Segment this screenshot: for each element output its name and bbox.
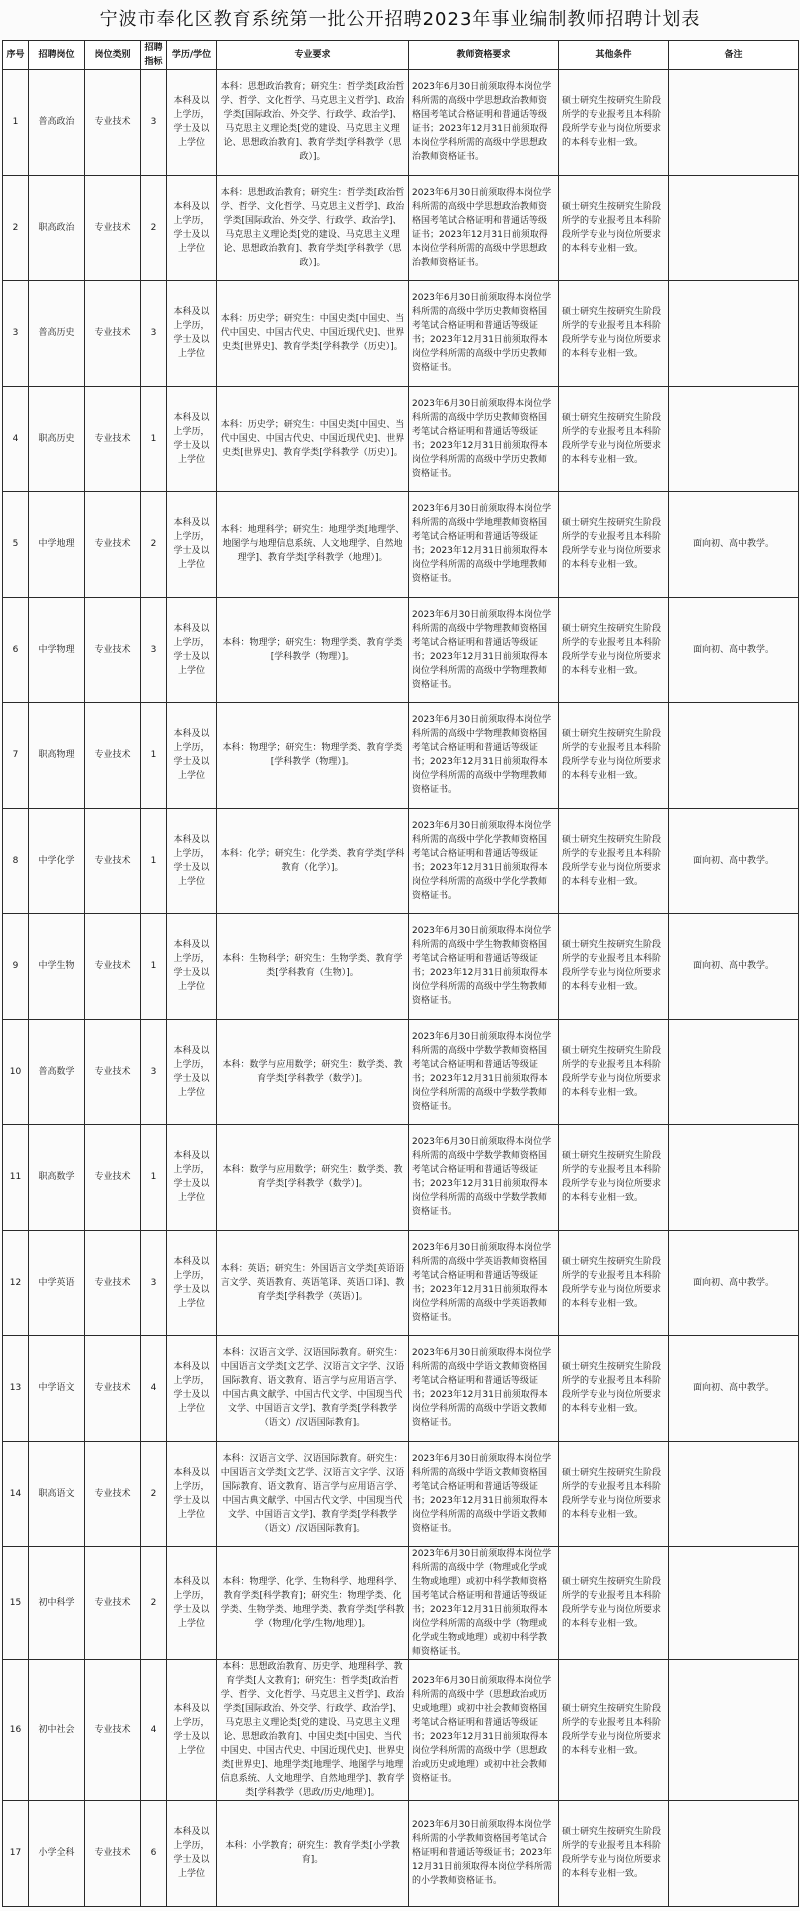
other-conditions-cell: 硕士研究生按研究生阶段所学的专业报考且本科阶段所学专业与岗位所要求的本科专业相一致。 [559, 1660, 669, 1801]
major-requirement-cell: 本科：小学教育；研究生：教育学类[小学教育]。 [217, 1801, 409, 1907]
education-cell: 本科及以上学历，学士及以上学位 [167, 1019, 217, 1125]
other-conditions-cell: 硕士研究生按研究生阶段所学的专业报考且本科阶段所学专业与岗位所要求的本科专业相一致。 [559, 1801, 669, 1907]
recruitment-plan-table [2, 40, 799, 1907]
table-row [3, 1547, 799, 1660]
education-cell: 本科及以上学历，学士及以上学位 [167, 1547, 217, 1660]
note-cell [669, 1125, 799, 1231]
other-conditions-cell: 硕士研究生按研究生阶段所学的专业报考且本科阶段所学专业与岗位所要求的本科专业相一致。 [559, 914, 669, 1020]
other-conditions-cell: 硕士研究生按研究生阶段所学的专业报考且本科阶段所学专业与岗位所要求的本科专业相一致。 [559, 1230, 669, 1336]
table-row [3, 1801, 799, 1907]
quota-cell: 4 [141, 1336, 167, 1442]
table-row [3, 703, 799, 809]
quota-cell: 3 [141, 1019, 167, 1125]
row-number-cell: 3 [3, 281, 29, 387]
education-cell: 本科及以上学历，学士及以上学位 [167, 1125, 217, 1231]
certificate-requirement-cell: 2023年6月30日前须取得本岗位学科所需的高级中学思想政治教师资格国考笔试合格证明和普通话等级证书；2023年12月31日前须取得本岗位学科所需的高级中学思想政治教师资格证书。 [409, 70, 559, 176]
note-cell: 面向初、高中教学。 [669, 808, 799, 914]
category-cell: 专业技术 [85, 808, 141, 914]
table-row [3, 597, 799, 703]
other-conditions-cell: 硕士研究生按研究生阶段所学的专业报考且本科阶段所学专业与岗位所要求的本科专业相一致。 [559, 1125, 669, 1231]
education-cell: 本科及以上学历，学士及以上学位 [167, 1441, 217, 1547]
education-cell: 本科及以上学历，学士及以上学位 [167, 1336, 217, 1442]
header-cell-no: 序号 [3, 41, 29, 70]
row-number-cell: 8 [3, 808, 29, 914]
row-number-cell: 1 [3, 70, 29, 176]
table-row [3, 1660, 799, 1801]
post-cell: 中学语文 [29, 1336, 85, 1442]
certificate-requirement-cell: 2023年6月30日前须取得本岗位学科所需的高级中学（思想政治或历史或地理）或初中社会教师资格国考笔试合格证明和普通话等级证书；2023年12月31日前须取得本岗位学科所需的高级中学（思想政治或历史或地理）或初中社会教师资格证书。 [409, 1660, 559, 1801]
quota-cell: 1 [141, 703, 167, 809]
certificate-requirement-cell: 2023年6月30日前须取得本岗位学科所需的高级中学物理教师资格国考笔试合格证明和普通话等级证书；2023年12月31日前须取得本岗位学科所需的高级中学物理教师资格证书。 [409, 703, 559, 809]
row-number-cell: 13 [3, 1336, 29, 1442]
other-conditions-cell: 硕士研究生按研究生阶段所学的专业报考且本科阶段所学专业与岗位所要求的本科专业相一致。 [559, 808, 669, 914]
post-cell: 初中科学 [29, 1547, 85, 1660]
education-cell: 本科及以上学历，学士及以上学位 [167, 703, 217, 809]
category-cell: 专业技术 [85, 1019, 141, 1125]
major-requirement-cell: 本科：汉语言文学、汉语国际教育。研究生：中国语言文学类[文艺学、汉语言文字学、汉语国际教育、语文教育、语言学与应用语言学、中国古典文献学、中国古代文学、中国现当代文学、中国语言文学]、教育学类[学科教学（语文）/汉语国际教育]。 [217, 1441, 409, 1547]
post-cell: 中学化学 [29, 808, 85, 914]
header-cell-category: 岗位类别 [85, 41, 141, 70]
post-cell: 中学物理 [29, 597, 85, 703]
table-row [3, 914, 799, 1020]
other-conditions-cell: 硕士研究生按研究生阶段所学的专业报考且本科阶段所学专业与岗位所要求的本科专业相一致。 [559, 281, 669, 387]
post-cell: 普高数学 [29, 1019, 85, 1125]
header-cell-certificate: 教师资格要求 [409, 41, 559, 70]
note-cell: 面向初、高中教学。 [669, 1336, 799, 1442]
major-requirement-cell: 本科：汉语言文学、汉语国际教育。研究生：中国语言文学类[文艺学、汉语言文字学、汉语国际教育、语文教育、语言学与应用语言学、中国古典文献学、中国古代文学、中国现当代文学、中国语言文学]、教育学类[学科教学（语文）/汉语国际教育]。 [217, 1336, 409, 1442]
table-header [3, 41, 799, 70]
quota-cell: 3 [141, 70, 167, 176]
category-cell: 专业技术 [85, 703, 141, 809]
education-cell: 本科及以上学历，学士及以上学位 [167, 70, 217, 176]
category-cell: 专业技术 [85, 1547, 141, 1660]
category-cell: 专业技术 [85, 1441, 141, 1547]
quota-cell: 2 [141, 1547, 167, 1660]
certificate-requirement-cell: 2023年6月30日前须取得本岗位学科所需的高级中学生物教师资格国考笔试合格证明和普通话等级证书；2023年12月31日前须取得本岗位学科所需的高级中学生物教师资格证书。 [409, 914, 559, 1020]
header-cell-education: 学历/学位 [167, 41, 217, 70]
note-cell [669, 1441, 799, 1547]
other-conditions-cell: 硕士研究生按研究生阶段所学的专业报考且本科阶段所学专业与岗位所要求的本科专业相一致。 [559, 386, 669, 492]
major-requirement-cell: 本科：历史学；研究生：中国史类[中国史、当代中国史、中国古代史、中国近现代史]、世界史类[世界史]、教育学类[学科教学（历史）]。 [217, 281, 409, 387]
post-cell: 普高政治 [29, 70, 85, 176]
major-requirement-cell: 本科：历史学；研究生：中国史类[中国史、当代中国史、中国古代史、中国近现代史]、世界史类[世界史]、教育学类[学科教学（历史）]。 [217, 386, 409, 492]
table-row [3, 808, 799, 914]
post-cell: 中学英语 [29, 1230, 85, 1336]
education-cell: 本科及以上学历，学士及以上学位 [167, 1660, 217, 1801]
category-cell: 专业技术 [85, 281, 141, 387]
note-cell [669, 386, 799, 492]
post-cell: 职高政治 [29, 175, 85, 281]
row-number-cell: 4 [3, 386, 29, 492]
row-number-cell: 15 [3, 1547, 29, 1660]
table-row [3, 1336, 799, 1442]
note-cell: 面向初、高中教学。 [669, 492, 799, 598]
education-cell: 本科及以上学历，学士及以上学位 [167, 175, 217, 281]
certificate-requirement-cell: 2023年6月30日前须取得本岗位学科所需的高级中学语文教师资格国考笔试合格证明和普通话等级证书；2023年12月31日前须取得本岗位学科所需的高级中学语文教师资格证书。 [409, 1336, 559, 1442]
certificate-requirement-cell: 2023年6月30日前须取得本岗位学科所需的高级中学历史教师资格国考笔试合格证明和普通话等级证书；2023年12月31日前须取得本岗位学科所需的高级中学历史教师资格证书。 [409, 281, 559, 387]
major-requirement-cell: 本科：思想政治教育；研究生：哲学类[政治哲学、哲学、文化哲学、马克思主义哲学]、政治学类[国际政治、外交学、行政学、政治学]、马克思主义理论类[党的建设、马克思主义理论、思想政治教育]、教育学类[学科教学（思政）]。 [217, 175, 409, 281]
category-cell: 专业技术 [85, 1125, 141, 1231]
row-number-cell: 17 [3, 1801, 29, 1907]
quota-cell: 6 [141, 1801, 167, 1907]
education-cell: 本科及以上学历，学士及以上学位 [167, 1801, 217, 1907]
major-requirement-cell: 本科：物理学；研究生：物理学类、教育学类[学科教学（物理）]。 [217, 703, 409, 809]
table-row [3, 1019, 799, 1125]
table-row [3, 492, 799, 598]
major-requirement-cell: 本科：化学；研究生：化学类、教育学类[学科教育（化学）]。 [217, 808, 409, 914]
education-cell: 本科及以上学历，学士及以上学位 [167, 914, 217, 1020]
note-cell [669, 1660, 799, 1801]
certificate-requirement-cell: 2023年6月30日前须取得本岗位学科所需的高级中学数学教师资格国考笔试合格证明和普通话等级证书；2023年12月31日前须取得本岗位学科所需的高级中学数学教师资格证书。 [409, 1019, 559, 1125]
note-cell [669, 703, 799, 809]
category-cell: 专业技术 [85, 70, 141, 176]
other-conditions-cell: 硕士研究生按研究生阶段所学的专业报考且本科阶段所学专业与岗位所要求的本科专业相一致。 [559, 492, 669, 598]
major-requirement-cell: 本科：数学与应用数学；研究生：数学类、教育学类[学科教学（数学）]。 [217, 1019, 409, 1125]
education-cell: 本科及以上学历，学士及以上学位 [167, 1230, 217, 1336]
category-cell: 专业技术 [85, 597, 141, 703]
note-cell [669, 1547, 799, 1660]
education-cell: 本科及以上学历，学士及以上学位 [167, 386, 217, 492]
table-row [3, 175, 799, 281]
category-cell: 专业技术 [85, 1336, 141, 1442]
table-row [3, 1441, 799, 1547]
quota-cell: 2 [141, 1441, 167, 1547]
post-cell: 小学全科 [29, 1801, 85, 1907]
post-cell: 职高数学 [29, 1125, 85, 1231]
quota-cell: 2 [141, 175, 167, 281]
category-cell: 专业技术 [85, 1801, 141, 1907]
certificate-requirement-cell: 2023年6月30日前须取得本岗位学科所需的高级中学思想政治教师资格国考笔试合格证明和普通话等级证书；2023年12月31日前须取得本岗位学科所需的高级中学思想政治教师资格证书。 [409, 175, 559, 281]
note-cell [669, 70, 799, 176]
major-requirement-cell: 本科：地理科学；研究生：地理学类[地理学、地图学与地理信息系统、人文地理学、自然地理学]、教育学类[学科教学（地理）]。 [217, 492, 409, 598]
header-cell-post: 招聘岗位 [29, 41, 85, 70]
certificate-requirement-cell: 2023年6月30日前须取得本岗位学科所需的高级中学地理教师资格国考笔试合格证明和普通话等级证书；2023年12月31日前须取得本岗位学科所需的高级中学地理教师资格证书。 [409, 492, 559, 598]
row-number-cell: 12 [3, 1230, 29, 1336]
certificate-requirement-cell: 2023年6月30日前须取得本岗位学科所需的高级中学化学教师资格国考笔试合格证明和普通话等级证书；2023年12月31日前须取得本岗位学科所需的高级中学化学教师资格证书。 [409, 808, 559, 914]
row-number-cell: 9 [3, 914, 29, 1020]
other-conditions-cell: 硕士研究生按研究生阶段所学的专业报考且本科阶段所学专业与岗位所要求的本科专业相一致。 [559, 70, 669, 176]
quota-cell: 3 [141, 597, 167, 703]
quota-cell: 1 [141, 808, 167, 914]
note-cell [669, 175, 799, 281]
certificate-requirement-cell: 2023年6月30日前须取得本岗位学科所需的高级中学语文教师资格国考笔试合格证明和普通话等级证书；2023年12月31日前须取得本岗位学科所需的高级中学语文教师资格证书。 [409, 1441, 559, 1547]
certificate-requirement-cell: 2023年6月30日前须取得本岗位学科所需的高级中学物理教师资格国考笔试合格证明和普通话等级证书；2023年12月31日前须取得本岗位学科所需的高级中学物理教师资格证书。 [409, 597, 559, 703]
quota-cell: 1 [141, 1125, 167, 1231]
other-conditions-cell: 硕士研究生按研究生阶段所学的专业报考且本科阶段所学专业与岗位所要求的本科专业相一致。 [559, 1336, 669, 1442]
major-requirement-cell: 本科：物理学；研究生：物理学类、教育学类[学科教学（物理）]。 [217, 597, 409, 703]
category-cell: 专业技术 [85, 492, 141, 598]
row-number-cell: 7 [3, 703, 29, 809]
major-requirement-cell: 本科：思想政治教育、历史学、地理科学、教育学类[人文教育]；研究生：哲学类[政治哲学、哲学、文化哲学、马克思主义哲学]、政治学类[国际政治、外交学、行政学、政治学]、马克思主义理论类[党的建设、马克思主义理论、思想政治教育]、中国史类[中国史、当代中国史、中国古代史、中国近现代史]、世界史类[世界史]、地理学类[地理学、地图学与地理信息系统、人文地理学、自然地理学]、教育学类[学科教学（思政/历史/地理）]。 [217, 1660, 409, 1801]
quota-cell: 3 [141, 281, 167, 387]
education-cell: 本科及以上学历，学士及以上学位 [167, 492, 217, 598]
row-number-cell: 2 [3, 175, 29, 281]
table-body [3, 70, 799, 1907]
major-requirement-cell: 本科：数学与应用数学；研究生：数学类、教育学类[学科教学（数学）]。 [217, 1125, 409, 1231]
major-requirement-cell: 本科：思想政治教育；研究生：哲学类[政治哲学、哲学、文化哲学、马克思主义哲学]、政治学类[国际政治、外交学、行政学、政治学]、马克思主义理论类[党的建设、马克思主义理论、思想政治教育]、教育学类[学科教学（思政）]。 [217, 70, 409, 176]
note-cell [669, 1801, 799, 1907]
row-number-cell: 10 [3, 1019, 29, 1125]
quota-cell: 1 [141, 386, 167, 492]
note-cell [669, 1019, 799, 1125]
category-cell: 专业技术 [85, 175, 141, 281]
major-requirement-cell: 本科：生物科学；研究生：生物学类、教育学类[学科教育（生物）]。 [217, 914, 409, 1020]
certificate-requirement-cell: 2023年6月30日前须取得本岗位学科所需的高级中学历史教师资格国考笔试合格证明和普通话等级证书；2023年12月31日前须取得本岗位学科所需的高级中学历史教师资格证书。 [409, 386, 559, 492]
page-title: 宁波市奉化区教育系统第一批公开招聘2023年事业编制教师招聘计划表 [99, 9, 701, 30]
certificate-requirement-cell: 2023年6月30日前须取得本岗位学科所需的高级中学（物理或化学或生物或地理）或初中科学教师资格国考笔试合格证明和普通话等级证书；2023年12月31日前须取得本岗位学科所需的高级中学（物理或化学或生物或地理）或初中科学教师资格证书。 [409, 1547, 559, 1660]
education-cell: 本科及以上学历，学士及以上学位 [167, 597, 217, 703]
category-cell: 专业技术 [85, 914, 141, 1020]
certificate-requirement-cell: 2023年6月30日前须取得本岗位学科所需的高级中学数学教师资格国考笔试合格证明和普通话等级证书；2023年12月31日前须取得本岗位学科所需的高级中学数学教师资格证书。 [409, 1125, 559, 1231]
post-cell: 中学生物 [29, 914, 85, 1020]
note-cell [669, 281, 799, 387]
major-requirement-cell: 本科：英语；研究生：外国语言文学类[英语语言文学、英语教育、英语笔译、英语口译]、教育学类[学科教学（英语）]。 [217, 1230, 409, 1336]
post-cell: 职高语文 [29, 1441, 85, 1547]
note-cell: 面向初、高中教学。 [669, 914, 799, 1020]
quota-cell: 3 [141, 1230, 167, 1336]
other-conditions-cell: 硕士研究生按研究生阶段所学的专业报考且本科阶段所学专业与岗位所要求的本科专业相一致。 [559, 1547, 669, 1660]
note-cell: 面向初、高中教学。 [669, 1230, 799, 1336]
category-cell: 专业技术 [85, 386, 141, 492]
category-cell: 专业技术 [85, 1660, 141, 1801]
certificate-requirement-cell: 2023年6月30日前须取得本岗位学科所需的小学教师资格国考笔试合格证明和普通话等级证书；2023年12月31日前须取得本岗位学科所需的小学教师资格证书。 [409, 1801, 559, 1907]
certificate-requirement-cell: 2023年6月30日前须取得本岗位学科所需的高级中学英语教师资格国考笔试合格证明和普通话等级证书；2023年12月31日前须取得本岗位学科所需的高级中学英语教师资格证书。 [409, 1230, 559, 1336]
major-requirement-cell: 本科：物理学、化学、生物科学、地理科学、教育学类[科学教育]；研究生：物理学类、化学类、生物学类、地理学类、教育学类[学科教学（物理/化学/生物/地理）]。 [217, 1547, 409, 1660]
post-cell: 普高历史 [29, 281, 85, 387]
quota-cell: 1 [141, 914, 167, 1020]
other-conditions-cell: 硕士研究生按研究生阶段所学的专业报考且本科阶段所学专业与岗位所要求的本科专业相一致。 [559, 1441, 669, 1547]
education-cell: 本科及以上学历，学士及以上学位 [167, 281, 217, 387]
table-row [3, 281, 799, 387]
row-number-cell: 11 [3, 1125, 29, 1231]
header-cell-major: 专业要求 [217, 41, 409, 70]
post-cell: 职高历史 [29, 386, 85, 492]
table-row [3, 1230, 799, 1336]
table-row [3, 1125, 799, 1231]
row-number-cell: 5 [3, 492, 29, 598]
row-number-cell: 6 [3, 597, 29, 703]
quota-cell: 2 [141, 492, 167, 598]
header-cell-quota: 招聘指标 [141, 41, 167, 70]
other-conditions-cell: 硕士研究生按研究生阶段所学的专业报考且本科阶段所学专业与岗位所要求的本科专业相一致。 [559, 1019, 669, 1125]
post-cell: 职高物理 [29, 703, 85, 809]
other-conditions-cell: 硕士研究生按研究生阶段所学的专业报考且本科阶段所学专业与岗位所要求的本科专业相一致。 [559, 175, 669, 281]
row-number-cell: 16 [3, 1660, 29, 1801]
header-cell-other: 其他条件 [559, 41, 669, 70]
row-number-cell: 14 [3, 1441, 29, 1547]
post-cell: 初中社会 [29, 1660, 85, 1801]
other-conditions-cell: 硕士研究生按研究生阶段所学的专业报考且本科阶段所学专业与岗位所要求的本科专业相一致。 [559, 597, 669, 703]
note-cell: 面向初、高中教学。 [669, 597, 799, 703]
post-cell: 中学地理 [29, 492, 85, 598]
other-conditions-cell: 硕士研究生按研究生阶段所学的专业报考且本科阶段所学专业与岗位所要求的本科专业相一致。 [559, 703, 669, 809]
table-row [3, 70, 799, 176]
category-cell: 专业技术 [85, 1230, 141, 1336]
table-row [3, 386, 799, 492]
header-cell-note: 备注 [669, 41, 799, 70]
quota-cell: 4 [141, 1660, 167, 1801]
education-cell: 本科及以上学历，学士及以上学位 [167, 808, 217, 914]
